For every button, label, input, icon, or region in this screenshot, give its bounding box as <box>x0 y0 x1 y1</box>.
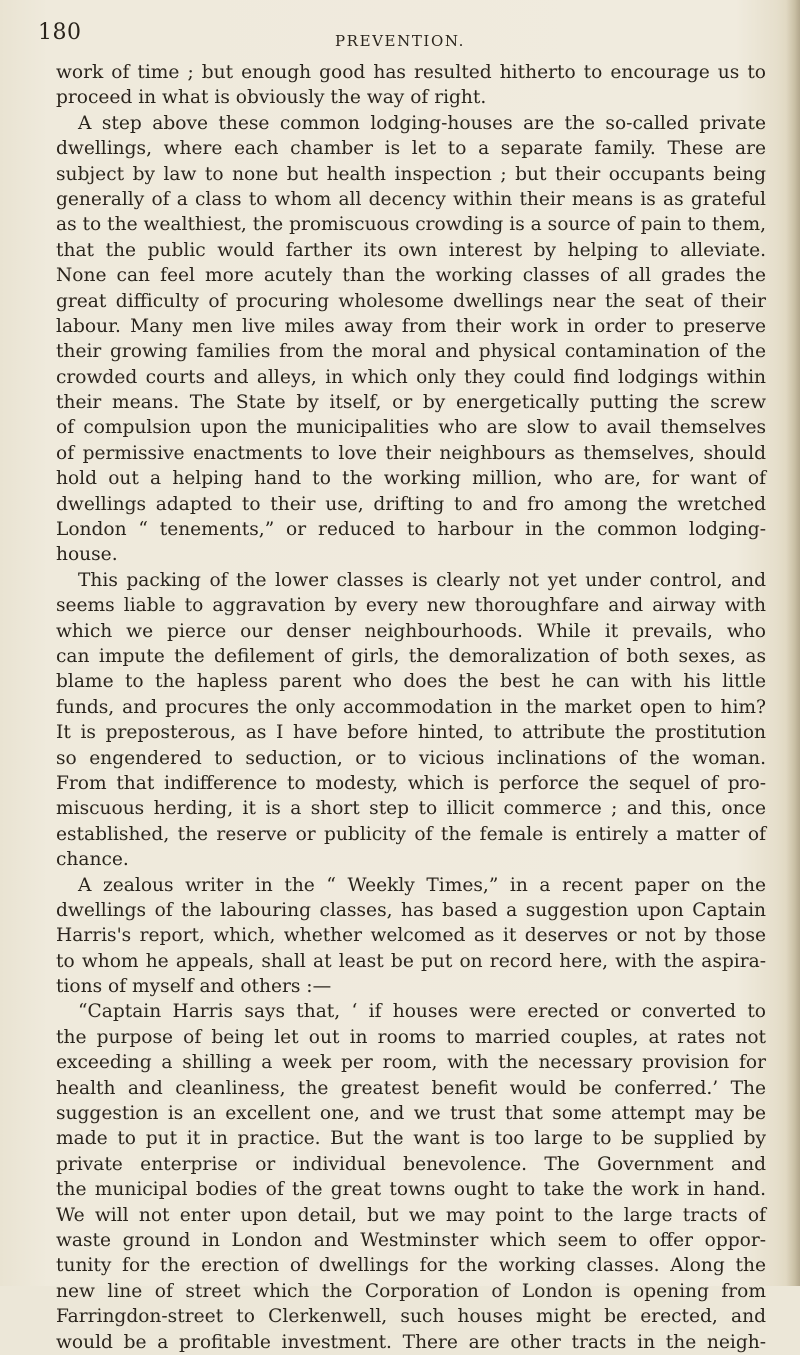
text-line: tions of myself and others :— <box>56 976 332 998</box>
text-line: would be a profitable investment. There are other tracts in the neigh- <box>56 1331 766 1353</box>
text-line: We will not enter upon detail, but we may point to the large tracts of <box>56 1204 766 1226</box>
text-line: house. <box>56 544 118 566</box>
page-edge-shadow <box>786 0 800 1286</box>
text-line: subject by law to none but health inspection ; but their occupants being <box>56 163 766 185</box>
text-line: suggestion is an excellent one, and we trust that some attempt may be <box>56 1103 766 1125</box>
text-line: This packing of the lower classes is clearly not yet under control, and <box>78 569 766 591</box>
text-line: waste ground in London and Westminster which seem to offer oppor- <box>56 1229 766 1251</box>
body-text <box>56 60 766 1355</box>
text-line: “Captain Harris says that, ‘ if houses were erected or converted to <box>78 1001 766 1023</box>
text-line: that the public would farther its own interest by helping to alleviate. <box>56 239 766 261</box>
text-line: crowded courts and alleys, in which only they could find lodgings within <box>56 366 766 388</box>
page-number: 180 <box>38 20 82 45</box>
text-line: work of time ; but enough good has resulted hitherto to encourage us to <box>56 62 766 83</box>
text-line: new line of street which the Corporation of London is opening from <box>56 1280 766 1302</box>
running-head: PREVENTION. <box>334 32 465 50</box>
text-line: funds, and procures the only accommodation in the market open to him? <box>56 696 766 718</box>
text-line: dwellings, where each chamber is let to a separate family. These are <box>56 138 766 160</box>
text-line: so engendered to seduction, or to vicious inclinations of the woman. <box>56 747 766 769</box>
text-line: dwellings of the labouring classes, has based a suggestion upon Captain <box>56 899 766 921</box>
text-line: made to put it in practice. But the want is too large to be supplied by <box>56 1128 766 1150</box>
text-line: Harris's report, which, whether welcomed as it deserves or not by those <box>56 925 766 947</box>
text-line: chance. <box>56 849 129 871</box>
text-line: great difficulty of procuring wholesome dwellings near the seat of their <box>56 290 766 312</box>
text-line: which we pierce our denser neighbourhoods. While it prevails, who <box>56 620 766 642</box>
text-line: to whom he appeals, shall at least be put on record here, with the aspira- <box>56 950 766 972</box>
text-line: exceeding a shilling a week per room, with the necessary provision for <box>56 1052 766 1074</box>
text-line: health and cleanliness, the greatest benefit would be conferred.’ The <box>56 1077 766 1099</box>
text-line: blame to the hapless parent who does the best he can with his little <box>56 671 766 693</box>
text-line: hold out a helping hand to the working million, who are, for want of <box>56 468 766 490</box>
text-line: proceed in what is obviously the way of right. <box>56 87 487 109</box>
text-line: as to the wealthiest, the promiscuous crowding is a source of pain to them, <box>56 214 766 236</box>
text-line: private enterprise or individual benevolence. The Government and <box>56 1153 766 1175</box>
text-line: Farringdon-street to Clerkenwell, such houses might be erected, and <box>56 1306 766 1328</box>
text-line: None can feel more acutely than the working classes of all grades the <box>56 265 766 287</box>
text-line: dwellings adapted to their use, drifting to and fro among the wretched <box>56 493 766 515</box>
text-line: of permissive enactments to love their neighbours as themselves, should <box>56 442 766 464</box>
text-line: can impute the defilement of girls, the demoralization of both sexes, as <box>56 645 766 667</box>
text-line: seems liable to aggravation by every new thoroughfare and airway with <box>56 595 766 617</box>
text-line: their means. The State by itself, or by energetically putting the screw <box>56 392 766 414</box>
text-line: From that indifference to modesty, which is perforce the sequel of pro- <box>56 772 766 794</box>
text-line: London “ tenements,” or reduced to harbour in the common lodging- <box>56 519 766 541</box>
text-line: established, the reserve or publicity of the female is entirely a matter of <box>56 823 766 845</box>
text-line: miscuous herding, it is a short step to illicit commerce ; and this, once <box>56 798 766 820</box>
text-line: their growing families from the moral and physical contamination of the <box>56 341 766 363</box>
text-line: of compulsion upon the municipalities who are slow to avail themselves <box>56 417 766 439</box>
text-line: It is preposterous, as I have before hinted, to attribute the prostitution <box>56 722 766 744</box>
text-line: the purpose of being let out in rooms to married couples, at rates not <box>56 1026 766 1048</box>
text-line: tunity for the erection of dwellings for the working classes. Along the <box>56 1255 766 1277</box>
text-line: A zealous writer in the “ Weekly Times,” in a recent paper on the <box>78 874 766 896</box>
text-line: labour. Many men live miles away from their work in order to preserve <box>56 315 766 337</box>
text-line: generally of a class to whom all decency within their means is as grateful <box>56 188 766 210</box>
text-line: the municipal bodies of the great towns ought to take the work in hand. <box>56 1179 766 1201</box>
text-line: A step above these common lodging-houses are the so-called private <box>78 112 766 134</box>
